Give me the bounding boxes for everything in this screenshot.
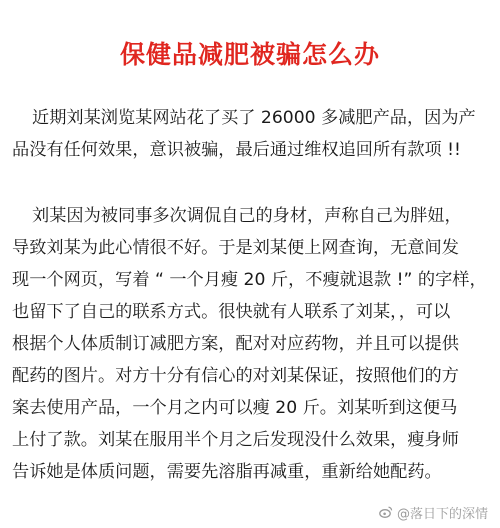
weibo-logo-icon (379, 505, 393, 519)
paragraph-line: 案去使用产品，一个月之内可以瘦 20 斤。刘某听到这便马 (12, 398, 458, 418)
paragraph-line: 配药的图片。对方十分有信心的对刘某保证，按照他们的方 (12, 366, 459, 386)
paragraph-line: 上付了款。刘某在服用半个月之后发现没什么效果，瘦身师 (12, 430, 459, 450)
paragraph-line: 近期刘某浏览某网站花了买了 26000 多减肥产品，因为产 (32, 108, 476, 128)
paragraph-line: 根据个人体质制订减肥方案，配对对应药物，并且可以提供 (12, 334, 459, 354)
paragraph-line: 品没有任何效果，意识被骗，最后通过维权追回所有款项 !! (12, 140, 461, 160)
paragraph-line: 刘某因为被同事多次调侃自己的身材，声称自己为胖妞， (32, 206, 462, 226)
paragraph-line: 告诉她是体质问题，需要先溶脂再减重，重新给她配药。 (12, 462, 442, 482)
watermark-text: @落日下的深情 (396, 506, 488, 522)
paragraph-line: 现一个网页，写着 “ 一个月瘦 20 斤，不瘦就退款 !” 的字样， (12, 270, 487, 290)
watermark (379, 502, 488, 522)
paragraph-line: 导致刘某为此心情很不好。于是刘某便上网查询，无意间发 (12, 238, 459, 258)
article-title: 保健品减肥被骗怎么办 (119, 40, 380, 69)
paragraph-line: 也留下了自己的联系方式。很快就有人联系了刘某，，可以 (12, 302, 451, 322)
